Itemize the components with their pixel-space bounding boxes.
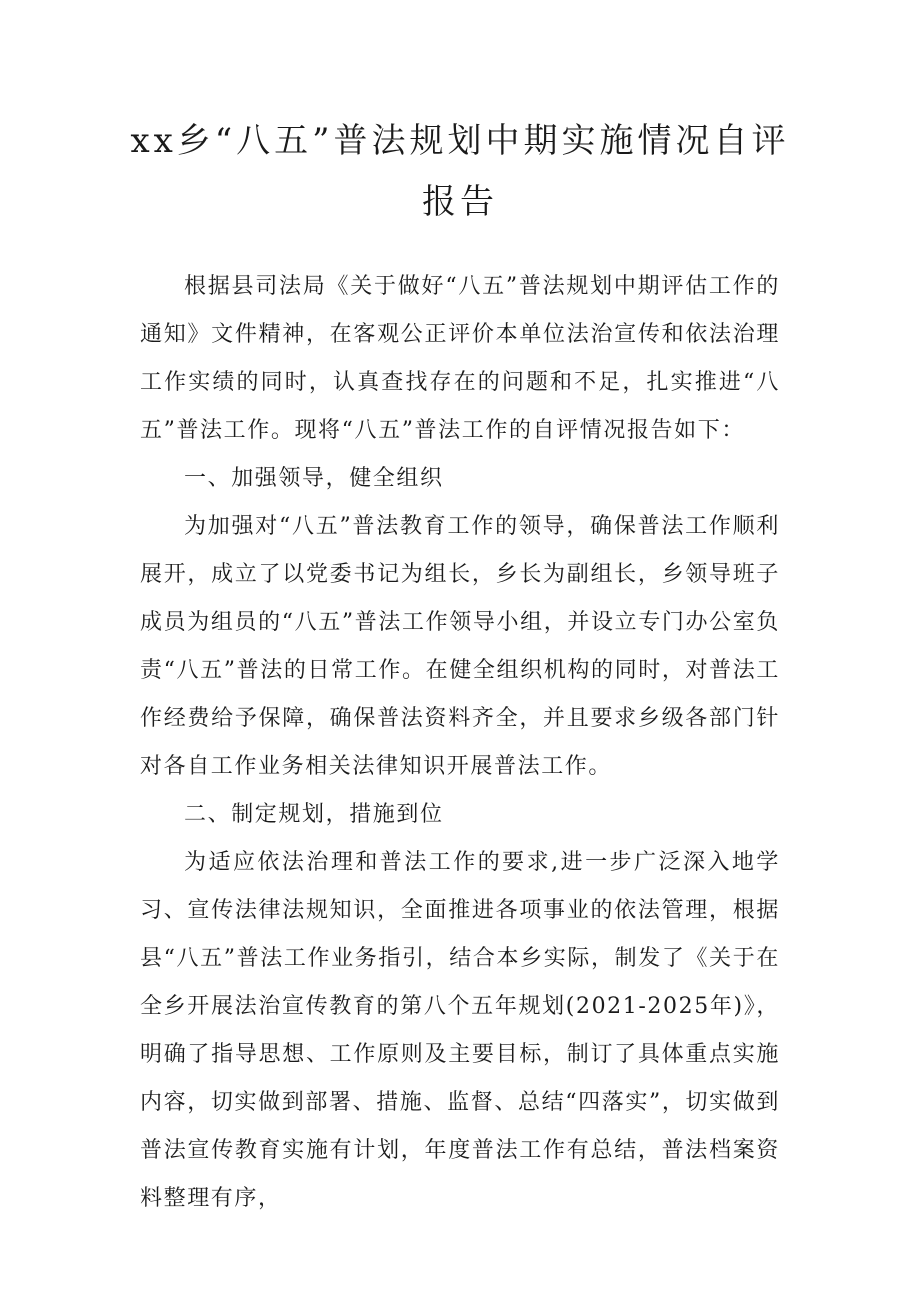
paragraph-intro: 根据县司法局《关于做好“八五”普法规划中期评估工作的通知》文件精神，在客观公正评价本单位法治宣传和依法治理工作实绩的同时，认真查找存在的问题和不足，扎实推进“八五”普法工作。现将“八五”普法工作的自评情况报告如下： bbox=[140, 274, 780, 443]
document-body bbox=[140, 263, 780, 1223]
section-heading-2: 二、制定规划，措施到位 bbox=[184, 802, 444, 827]
paragraph-section-2: 为适应依法治理和普法工作的要求,进一步广泛深入地学习、宣传法律法规知识，全面推进各项事业的依法管理，根据县“八五”普法工作业务指引，结合本乡实际，制发了《关于在全乡开展法治宣传教育的第八个五年规划(2021-2025年)》，明确了指导思想、工作原则及主要目标，制订了具体重点实施内容，切实做到部署、措施、监督、总结“四落实”，切实做到普法宣传教育实施有计划，年度普法工作有总结，普法档案资料整理有序， bbox=[140, 850, 780, 1211]
document-title-line-1: xx乡“八五”普法规划中期实施情况自评 bbox=[130, 121, 790, 161]
paragraph-section-1: 为加强对“八五”普法教育工作的领导，确保普法工作顺利展开，成立了以党委书记为组长，乡长为副组长，乡领导班子成员为组员的“八五”普法工作领导小组，并设立专门办公室负责“八五”普法的日常工作。在健全组织机构的同时，对普法工作经费给予保障，确保普法资料齐全，并且要求乡级各部门针对各自工作业务相关法律知识开展普法工作。 bbox=[140, 514, 780, 779]
section-heading-1: 一、加强领导，健全组织 bbox=[184, 466, 444, 491]
document-title-line-2: 报告 bbox=[422, 182, 498, 222]
